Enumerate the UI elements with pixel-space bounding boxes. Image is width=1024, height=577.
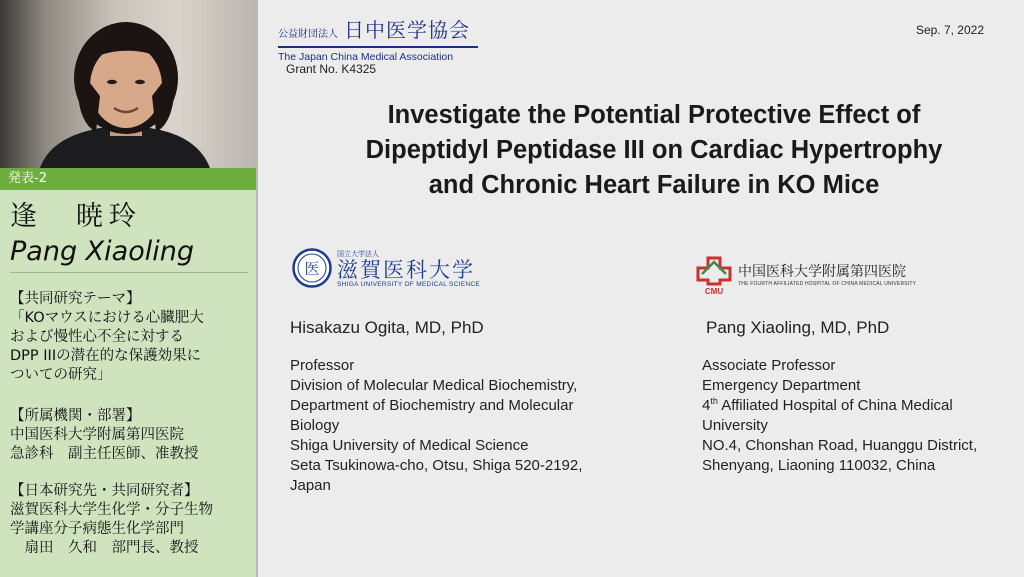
affiliation-line: 急診科 副主任医師、准教授 (10, 446, 199, 462)
cmu-mark-text: CMU (704, 287, 724, 296)
title-line: and Chronic Heart Failure in KO Mice (428, 171, 880, 199)
collaborator-section (10, 482, 254, 558)
japan-researcher-name: Hisakazu Ogita, MD, PhD (290, 318, 484, 337)
shiga-university-logo (292, 248, 480, 288)
theme-line: DPP IIIの潜在的な保護効果に (10, 348, 202, 364)
info-line (702, 396, 977, 416)
affiliation-line: 中国医科大学附属第四医院 (10, 427, 184, 443)
info-line: Associate Professor (702, 357, 836, 374)
affiliation-section (10, 407, 254, 464)
presenter-name-jp: 逢 暁玲 (10, 201, 142, 232)
china-researcher-info (702, 356, 977, 476)
title-line: Investigate the Potential Protective Effect of (387, 101, 921, 129)
japan-researcher-info (290, 356, 582, 496)
info-line: University (702, 417, 768, 434)
shiga-type: 国立大学法人 (337, 249, 379, 258)
ordinal-number: 4 (702, 397, 711, 414)
shiga-name-jp: 滋賀医科大学 (337, 257, 475, 282)
association-name-jp: 日中医学協会 (344, 18, 470, 42)
affiliation-heading: 【所属機関・部署】 (10, 408, 141, 424)
info-line-rest: Affiliated Hospital of China Medical (717, 397, 953, 414)
cmu-hospital-logo (694, 254, 916, 296)
title-line: Dipeptidyl Peptidase III on Cardiac Hypertrophy (365, 136, 943, 164)
shiga-name-en: SHIGA UNIVERSITY OF MEDICAL SCIENCE (337, 280, 481, 288)
info-line: Japan (290, 477, 331, 494)
theme-line: および慢性心不全に対する (10, 329, 184, 345)
cmu-cross-icon (694, 254, 734, 296)
webcam-video (0, 0, 256, 168)
collaborator-line: 扇田 久和 部門長、教授 (10, 540, 199, 556)
presenter-portrait (0, 0, 256, 168)
info-line: Shiga University of Medical Science (290, 437, 529, 454)
info-line: Division of Molecular Medical Biochemistry, (290, 377, 578, 394)
theme-heading: 【共同研究テーマ】 (10, 291, 141, 307)
association-rule (278, 46, 478, 48)
research-theme-section (10, 290, 254, 385)
info-line: Professor (290, 357, 355, 374)
talk-number-tag: 発表-2 (0, 168, 256, 190)
theme-line: 「KOマウスにおける心臓肥大 (10, 310, 204, 326)
info-line: Biology (290, 417, 340, 434)
presentation-slide (258, 0, 1024, 577)
info-line: NO.4, Chonshan Road, Huanggu District, (702, 437, 978, 454)
info-line: Seta Tsukinowa-cho, Otsu, Shiga 520-2192, (290, 457, 583, 474)
grant-number: Grant No. K4325 (286, 62, 377, 76)
shiga-seal-char: 医 (304, 259, 320, 278)
theme-line: ついての研究」 (10, 367, 112, 383)
cmu-name-en: THE FOURTH AFFILIATED HOSPITAL OF CHINA MEDICAL UNIVERSITY (738, 281, 917, 287)
info-line: Emergency Department (702, 377, 861, 394)
info-line: Shenyang, Liaoning 110032, China (702, 457, 936, 474)
info-line: Department of Biochemistry and Molecular (290, 397, 574, 414)
ordinal-suffix: th (710, 396, 718, 406)
cmu-name-jp: 中国医科大学附属第四医院 (738, 264, 906, 280)
collaborator-line: 学講座分子病態生化学部門 (10, 521, 184, 537)
presenter-panel (0, 0, 256, 577)
association-type: 公益財団法人 (278, 29, 338, 40)
slide-title (278, 98, 1024, 203)
association-logo (278, 14, 478, 63)
panel-divider (10, 272, 248, 273)
china-researcher-name: Pang Xiaoling, MD, PhD (706, 318, 890, 337)
collaborator-heading: 【日本研究先・共同研究者】 (10, 483, 199, 499)
presentation-date: Sep. 7, 2022 (915, 23, 984, 37)
presenter-name-en: Pang Xiaoling (10, 236, 194, 267)
shiga-seal-icon (292, 248, 332, 288)
association-name-en: The Japan China Medical Association (278, 50, 454, 63)
collaborator-line: 滋賀医科大学生化学・分子生物 (10, 502, 213, 518)
